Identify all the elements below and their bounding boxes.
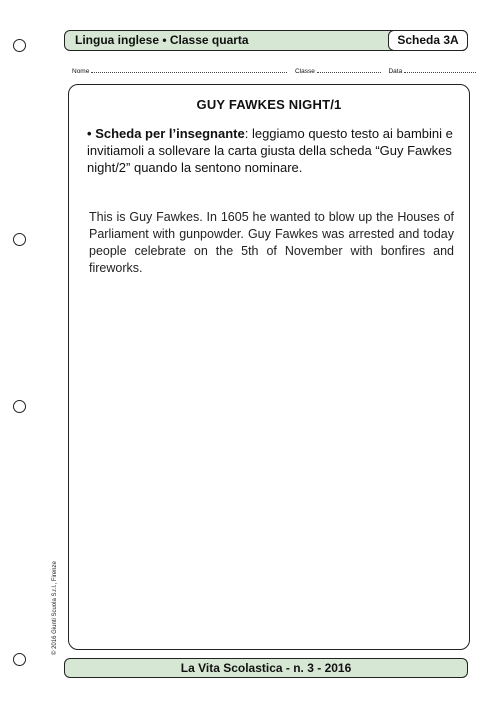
bullet-point: • <box>87 126 92 141</box>
binder-hole-lower-middle <box>13 400 26 413</box>
teacher-note-text: : leggiamo questo testo ai bambini e invitiamoli a sollevare la carta giusta della scheda “Guy Fawkes night/2” quando la sentono nominare. <box>87 126 453 175</box>
reading-passage: This is Guy Fawkes. In 1605 he wanted to blow up the Houses of Parliament with gunpowder. Guy Fawkes was arrested and today people celebrate on the 5th of November with bonfires and fireworks. <box>89 210 454 275</box>
binder-hole-bottom <box>13 653 26 666</box>
sheet-number-tab <box>388 30 468 51</box>
teacher-instructions <box>87 125 457 176</box>
date-field[interactable] <box>404 66 476 73</box>
publication-label: La Vita Scolastica - n. 3 - 2016 <box>180 661 352 675</box>
copyright-notice: © 2016 Giunti Scuola S.r.l., Firenze <box>52 561 58 655</box>
binder-hole-top <box>13 39 26 52</box>
header-bar <box>64 30 468 51</box>
binder-hole-upper-middle <box>13 233 26 246</box>
date-label: Data <box>388 68 403 75</box>
student-info-fields <box>72 66 462 75</box>
teacher-note-label: Scheda per l’insegnante <box>95 126 245 141</box>
name-label: Nome <box>72 68 90 75</box>
class-field[interactable] <box>317 66 381 73</box>
name-field[interactable] <box>91 66 287 73</box>
footer-bar <box>64 658 468 678</box>
class-label: Classe <box>294 68 315 75</box>
subject-label: Lingua inglese • Classe quarta <box>75 33 249 47</box>
sheet-number-label: Scheda 3A <box>397 33 459 47</box>
worksheet-title: GUY FAWKES NIGHT/1 <box>196 97 342 112</box>
worksheet-content-box <box>68 84 470 650</box>
